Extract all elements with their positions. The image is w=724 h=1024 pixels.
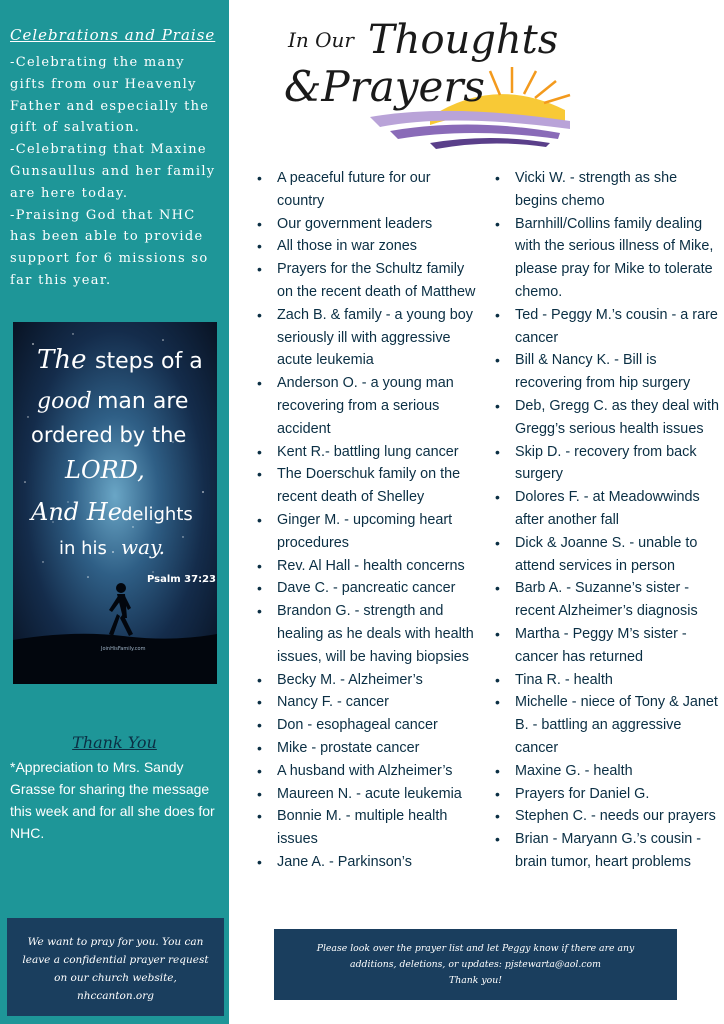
poster-line: man are bbox=[97, 389, 189, 414]
list-item: • Ginger M. - upcoming heart procedures bbox=[257, 509, 479, 555]
poster-line: delights bbox=[121, 504, 193, 525]
logo-text: Thoughts bbox=[368, 17, 559, 63]
walking-man-icon bbox=[109, 583, 133, 636]
list-item: • Dave C. - pancreatic cancer bbox=[257, 577, 479, 600]
list-item: • Bill & Nancy K. - Bill is recovering from hip surgery bbox=[495, 349, 721, 395]
list-item: • Rev. Al Hall - health concerns bbox=[257, 555, 479, 578]
poster-word: The bbox=[37, 345, 87, 375]
list-item: • A husband with Alzheimer’s bbox=[257, 760, 479, 783]
poster-word: way. bbox=[121, 535, 166, 559]
list-item: • Our government leaders bbox=[257, 213, 479, 236]
list-item: • Don - esophageal cancer bbox=[257, 714, 479, 737]
list-item: • Martha - Peggy M’s sister - cancer has returned bbox=[495, 623, 721, 669]
list-item: • Michelle - niece of Tony & Janet B. - battling an aggressive cancer bbox=[495, 691, 721, 759]
poster-credit: JoinHisFamily.com bbox=[101, 646, 146, 652]
prayer-list-column-2 bbox=[495, 167, 721, 874]
list-item: • Brian - Maryann G.’s cousin - brain tumor, heart problems bbox=[495, 828, 721, 874]
poster-line: in his bbox=[59, 538, 107, 559]
list-item: • Dolores F. - at Meadowwinds after another fall bbox=[495, 486, 721, 532]
update-request-box bbox=[274, 929, 677, 1000]
celebration-item: -Celebrating that Maxine Gunsaullus and her family are here today. bbox=[10, 142, 216, 201]
list-item: • All those in war zones bbox=[257, 235, 479, 258]
list-item: • The Doerschuk family on the recent death of Shelley bbox=[257, 463, 479, 509]
poster-reference: Psalm 37:23 bbox=[147, 574, 217, 585]
logo-text: In Our bbox=[288, 28, 354, 52]
celebration-item: -Praising God that NHC has been able to provide support for 6 missions so far this year. bbox=[10, 207, 209, 288]
thank-you-text: *Appreciation to Mrs. Sandy Grasse for sharing the message this week and for all she does for NHC. bbox=[10, 759, 215, 841]
celebrations-text bbox=[10, 52, 222, 292]
list-item: • Becky M. - Alzheimer’s bbox=[257, 669, 479, 692]
list-item: • Prayers for the Schultz family on the recent death of Matthew bbox=[257, 258, 479, 304]
pray-for-you-box: We want to pray for you. You can leave a confidential prayer request on our church website, nhccanton.org bbox=[7, 918, 224, 1016]
list-item: • Tina R. - health bbox=[495, 669, 721, 692]
list-item: • Barnhill/Collins family dealing with the serious illness of Mike, please pray for Mike to tolerate chemo. bbox=[495, 213, 721, 304]
thoughts-prayers-logo bbox=[280, 5, 580, 155]
list-item: • Jane A. - Parkinson’s bbox=[257, 851, 479, 874]
scripture-poster bbox=[13, 322, 217, 684]
poster-line: steps of a bbox=[95, 349, 203, 374]
prayer-list-column-1 bbox=[257, 167, 479, 874]
list-item: • Anderson O. - a young man recovering from a serious accident bbox=[257, 372, 479, 440]
celebration-item: -Celebrating the many gifts from our Heavenly Father and especially the gift of salvation. bbox=[10, 55, 210, 136]
list-item: • Zach B. & family - a young boy seriously ill with aggressive acute leukemia bbox=[257, 304, 479, 372]
list-item: • Maxine G. - health bbox=[495, 760, 721, 783]
update-request-line: Please look over the prayer list and let Peggy know if there are any bbox=[316, 943, 635, 954]
list-item: • Brandon G. - strength and healing as he deals with health issues, will be having biopsies bbox=[257, 600, 479, 668]
list-item: • Dick & Joanne S. - unable to attend services in person bbox=[495, 532, 721, 578]
poster-word: good bbox=[37, 389, 92, 414]
list-item: • A peaceful future for our country bbox=[257, 167, 479, 213]
list-item: • Vicki W. - strength as she begins chemo bbox=[495, 167, 721, 213]
list-item: • Ted - Peggy M.’s cousin - a rare cancer bbox=[495, 304, 721, 350]
list-item: • Barb A. - Suzanne’s sister - recent Alzheimer’s diagnosis bbox=[495, 577, 721, 623]
list-item: • Kent R.- battling lung cancer bbox=[257, 441, 479, 464]
list-item: • Stephen C. - needs our prayers bbox=[495, 805, 721, 828]
poster-word: LORD, bbox=[65, 456, 145, 484]
logo-text: &Prayers bbox=[284, 62, 485, 111]
list-item: • Deb, Gregg C. as they deal with Gregg’s serious health issues bbox=[495, 395, 721, 441]
list-item: • Prayers for Daniel G. bbox=[495, 783, 721, 806]
list-item: • Bonnie M. - multiple health issues bbox=[257, 805, 479, 851]
celebrations-heading: Celebrations and Praise bbox=[10, 26, 216, 44]
poster-line: ordered by the bbox=[31, 423, 187, 447]
list-item: • Nancy F. - cancer bbox=[257, 691, 479, 714]
update-request-thanks: Thank you! bbox=[449, 975, 502, 986]
list-item: • Skip D. - recovery from back surgery bbox=[495, 441, 721, 487]
poster-word: And He bbox=[31, 498, 122, 526]
update-request-line: additions, deletions, or updates: pjstewarta@aol.com bbox=[350, 959, 601, 970]
list-item: • Mike - prostate cancer bbox=[257, 737, 479, 760]
list-item: • Maureen N. - acute leukemia bbox=[257, 783, 479, 806]
thank-you-heading: Thank You bbox=[72, 733, 157, 752]
